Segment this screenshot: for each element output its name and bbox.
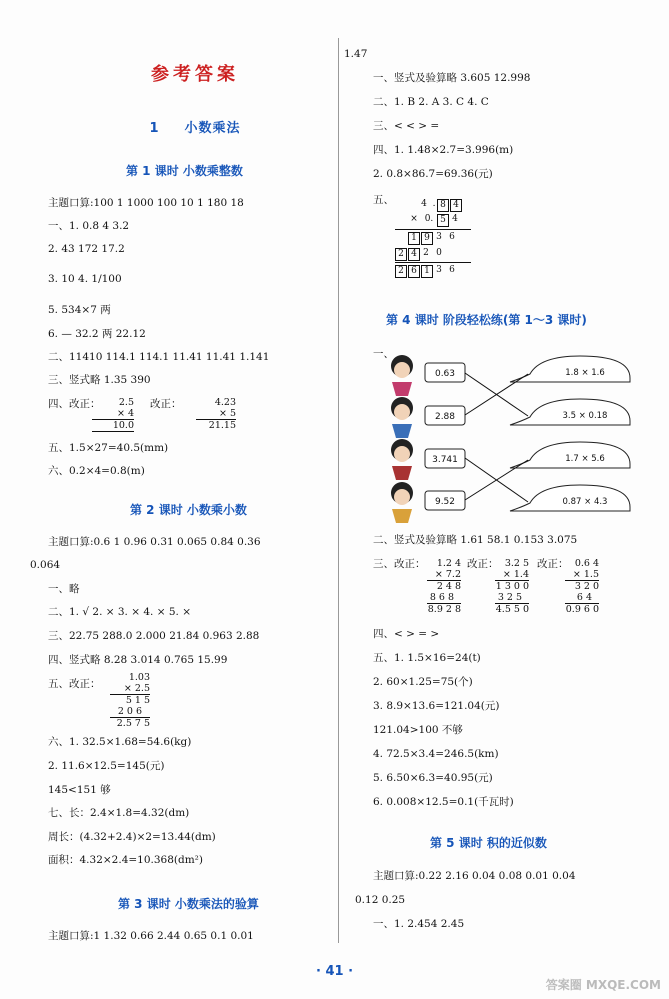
grid-row-5	[395, 265, 460, 278]
grid-box: 9	[421, 232, 433, 245]
grid-box: 6	[408, 265, 420, 278]
r-top-line-5: 2. 0.8×86.7=69.36(元)	[373, 168, 493, 180]
l1-line-6: 二、11410 114.1 114.1 11.41 11.41 1.141	[48, 351, 270, 363]
grid-cell: 2	[423, 248, 429, 258]
matching-figure	[380, 352, 645, 524]
calc-3c-d: 6 4	[565, 592, 599, 604]
grid-box: 2	[395, 248, 407, 261]
calc-3c	[565, 558, 599, 615]
l2-line-7: 六、1. 32.5×1.68=54.6(kg)	[48, 736, 192, 748]
kid-4	[391, 482, 413, 523]
calc-3b-label: 改正：	[467, 558, 499, 570]
match-line-2	[465, 374, 528, 415]
column-divider	[338, 38, 339, 943]
l2-line-11: 周长：(4.32+2.4)×2=13.44(dm)	[48, 831, 216, 843]
calc-3a-a: 1.2 4	[436, 558, 461, 569]
l4-line-5: 3. 8.9×13.6=121.04(元)	[373, 700, 500, 712]
calc-4b-r: 21.15	[208, 420, 236, 431]
l2-line-6: 五、改正：	[48, 678, 101, 690]
grid-rule-1	[395, 229, 471, 230]
l3-line: 主题口算:1 1.32 0.66 2.44 0.65 0.1 0.01	[48, 930, 254, 942]
l1-line-1: 一、1. 0.8 4 3.2	[48, 220, 130, 232]
grid-cell: 0.	[424, 214, 434, 224]
grid-cell: .	[432, 199, 436, 209]
l1-line-8: 四、改正：	[48, 398, 101, 410]
r-top-line-3: 三、< < > =	[373, 120, 440, 132]
l2-line-9: 145<151 够	[48, 784, 111, 796]
value-text-3: 3.741	[432, 455, 458, 465]
l1-line-10: 六、0.2×4=0.8(m)	[48, 465, 145, 477]
calc-3b	[495, 558, 529, 615]
cap-text-1: 1.8 × 1.6	[565, 368, 605, 378]
calc-3a-r: 8.9 2 8	[427, 604, 461, 615]
calc-5-a: 1.03	[128, 672, 150, 683]
cap-text-4: 0.87 × 4.3	[562, 497, 608, 507]
calc-3c-label: 改正：	[537, 558, 569, 570]
l2-line-5: 四、竖式略 8.28 3.014 0.765 15.99	[48, 654, 228, 666]
value-text-2: 2.88	[434, 412, 456, 422]
l2-line-3: 二、1. √ 2. × 3. × 4. × 5. ×	[48, 606, 192, 618]
calc-3b-d: 3 2 5	[495, 592, 529, 604]
calc-3b-c: 1 3 0 0	[495, 581, 529, 592]
l4-line-1: 三、改正：	[373, 558, 426, 570]
l2-line-4: 三、22.75 288.0 2.000 21.84 0.963 2.88	[48, 630, 260, 642]
calc-5-d: 2 0 6	[110, 706, 150, 718]
l2-line-10: 七、长：2.4×1.8=4.32(dm)	[48, 807, 190, 819]
calc-4a-b: × 4	[92, 408, 134, 420]
calc-4a-r: 10.0	[92, 420, 134, 432]
calc-4b-a: 4.23	[214, 397, 236, 408]
l4-line-6: 121.04>100 不够	[373, 724, 463, 736]
grid-row-2	[409, 214, 463, 227]
l2-line-0: 主题口算:0.6 1 0.96 0.31 0.065 0.84 0.36	[48, 536, 261, 548]
l4-line-4: 2. 60×1.25=75(个)	[373, 676, 473, 688]
r-top-line-2: 二、1. B 2. A 3. C 4. C	[373, 96, 489, 108]
grid-row-4	[395, 248, 447, 261]
grid-cell: 3	[436, 265, 442, 275]
l1-line-0: 主题口算:100 1 1000 100 10 1 180 18	[48, 197, 244, 209]
r-top-line-4: 四、1. 1.48×2.7=3.996(m)	[373, 144, 514, 156]
lesson-1-heading: 第 1 课时 小数乘整数	[126, 164, 243, 178]
l4-line-8: 5. 6.50×6.3=40.95(元)	[373, 772, 493, 784]
grid-box: 8	[437, 199, 449, 212]
grid-box: 2	[395, 265, 407, 278]
grid-box: 1	[408, 232, 420, 245]
l2-line-2: 一、略	[48, 583, 80, 595]
calc-4a	[92, 397, 134, 432]
l1-line-9: 五、1.5×27=40.5(mm)	[48, 442, 169, 454]
l1-line-3: 3. 10 4. 1/100	[48, 273, 122, 285]
calc-5	[110, 672, 150, 729]
calc-3c-c: 3 2 0	[574, 581, 599, 592]
lesson-5-heading: 第 5 课时 积的近似数	[430, 836, 547, 850]
grid-cell: 3	[436, 232, 442, 242]
l4-line-3: 五、1. 1.5×16=24(t)	[373, 652, 481, 664]
grid-cell: 6	[449, 265, 455, 275]
calc-3b-b: × 1.4	[495, 569, 529, 581]
r-top-line-6: 五、	[373, 194, 394, 206]
l4-line-7: 4. 72.5×3.4=246.5(km)	[373, 748, 499, 760]
l1-line-4: 5. 534×7 两	[48, 304, 111, 316]
calc-3a-c: 2 4 8	[436, 581, 461, 592]
kid-3	[391, 439, 413, 480]
calc-3a-b: × 7.2	[427, 569, 461, 581]
calc-3a-d: 8 6 8	[427, 592, 461, 604]
grid-box: 4	[408, 248, 420, 261]
r-top-line-1: 一、竖式及验算略 3.605 12.998	[373, 72, 531, 84]
grid-cell: 6	[449, 232, 455, 242]
unit-number: 1	[149, 121, 160, 136]
r-top-line-0: 1.47	[344, 48, 368, 60]
match-line-4	[465, 460, 528, 500]
box-multiplication	[395, 199, 475, 281]
value-text-4: 9.52	[434, 497, 456, 507]
l1-line-7: 三、竖式略 1.35 390	[48, 374, 151, 386]
lesson-3-heading: 第 3 课时 小数乘法的验算	[118, 897, 259, 911]
calc-3a	[427, 558, 461, 615]
l1-line-2: 2. 43 172 17.2	[48, 243, 125, 255]
l5-line-1: 0.12 0.25	[355, 894, 406, 906]
unit-name: 小数乘法	[184, 121, 241, 136]
grid-rule-2	[395, 262, 471, 263]
grid-row-1	[419, 199, 463, 212]
grid-box: 4	[450, 199, 462, 212]
l2-line-12: 面积：4.32×2.4=10.368(dm²)	[48, 854, 203, 866]
grid-cell: 0	[436, 248, 442, 258]
grid-box: 5	[437, 214, 449, 227]
match-label: 一、	[373, 348, 394, 360]
l1-line-5: 6. — 32.2 两 22.12	[48, 328, 146, 340]
kid-1	[391, 355, 413, 396]
value-text-1: 0.63	[434, 369, 456, 379]
calc-3c-a: 0.6 4	[574, 558, 599, 569]
calc-3c-b: × 1.5	[565, 569, 599, 581]
cap-text-2: 3.5 × 0.18	[562, 411, 608, 421]
page-number: · 41 ·	[315, 964, 354, 979]
calc-4b	[196, 397, 236, 431]
l5-line-0: 主题口算:0.22 2.16 0.04 0.08 0.01 0.04	[373, 870, 576, 882]
calc-4b-label: 改正：	[150, 398, 182, 410]
grid-box: 1	[421, 265, 433, 278]
calc-5-b: × 2.5	[110, 683, 150, 695]
grid-cell: 4	[421, 199, 427, 209]
calc-5-c: 5 1 5	[125, 695, 150, 706]
calc-4b-b: × 5	[196, 408, 236, 420]
kid-2	[391, 397, 413, 438]
calc-5-r: 2.5 7 5	[116, 718, 150, 729]
l5-line-2: 一、1. 2.454 2.45	[373, 918, 465, 930]
unit-heading	[0, 117, 390, 136]
page-title: 参考答案	[151, 64, 239, 85]
l4-line-2: 四、< > = >	[373, 628, 440, 640]
l4-line-9: 6. 0.008×12.5=0.1(千瓦时)	[373, 796, 514, 808]
calc-3c-r: 0.9 6 0	[565, 604, 599, 615]
grid-cell: 4	[452, 214, 458, 224]
l4-line-0: 二、竖式及验算略 1.61 58.1 0.153 3.075	[373, 534, 578, 546]
watermark: 答案圈 MXQE.COM	[545, 978, 661, 992]
grid-cell: ×	[410, 214, 418, 224]
lesson-2-heading: 第 2 课时 小数乘小数	[130, 503, 247, 517]
calc-4a-a: 2.5	[118, 397, 134, 408]
grid-row-3	[408, 232, 460, 245]
l2-line-8: 2. 11.6×12.5=145(元)	[48, 760, 165, 772]
calc-3b-r: 4.5 5 0	[495, 604, 529, 615]
lesson-4-heading: 第 4 课时 阶段轻松练(第 1～3 课时)	[386, 313, 587, 327]
l2-line-1: 0.064	[30, 559, 61, 571]
cap-text-3: 1.7 × 5.6	[565, 454, 605, 464]
calc-3b-a: 3.2 5	[504, 558, 529, 569]
